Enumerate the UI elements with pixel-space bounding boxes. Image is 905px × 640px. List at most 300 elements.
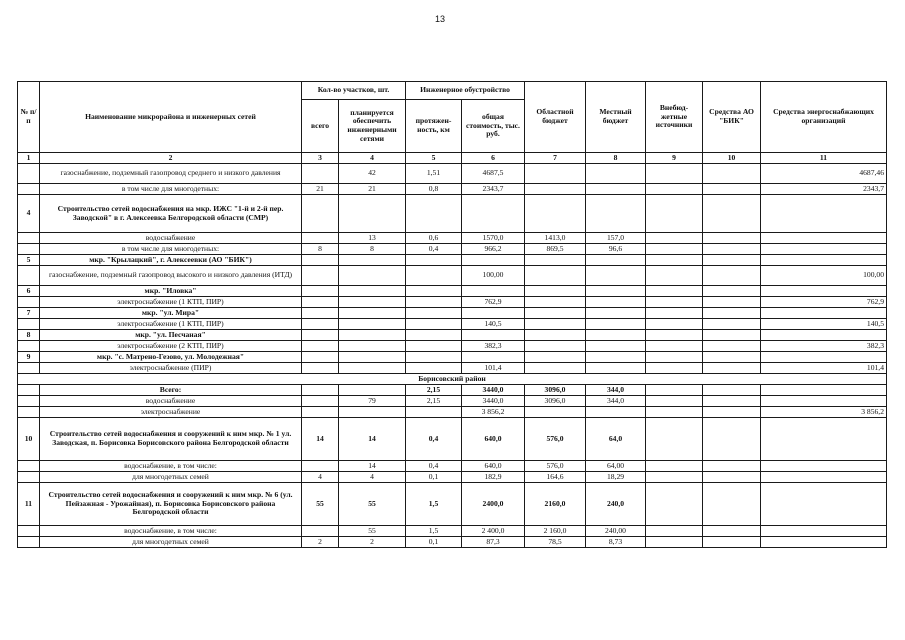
bik-funds bbox=[703, 341, 761, 352]
regional-budget: 869,5 bbox=[525, 244, 586, 255]
regional-budget bbox=[525, 363, 586, 374]
plots-total: 2 bbox=[302, 537, 339, 548]
column-number: 1 bbox=[18, 153, 40, 164]
row-number: 9 bbox=[18, 352, 40, 363]
section-title: Борисовский район bbox=[18, 374, 887, 385]
table-row bbox=[18, 195, 887, 233]
length-km bbox=[406, 319, 462, 330]
total-cost: 640,0 bbox=[462, 461, 525, 472]
length-km bbox=[406, 255, 462, 266]
length-km: 2,15 bbox=[406, 385, 462, 396]
plots-planned bbox=[339, 363, 406, 374]
plots-total: 21 bbox=[302, 184, 339, 195]
length-km: 0,4 bbox=[406, 418, 462, 461]
row-name: в том числе для многодетных: bbox=[40, 184, 302, 195]
regional-budget bbox=[525, 164, 586, 184]
energy-funds bbox=[761, 255, 887, 266]
bik-funds bbox=[703, 407, 761, 418]
regional-budget: 2160,0 bbox=[525, 483, 586, 526]
bik-funds bbox=[703, 483, 761, 526]
row-name: для многодетных семей bbox=[40, 472, 302, 483]
table-row bbox=[18, 255, 887, 266]
page-number: 13 bbox=[434, 14, 445, 24]
table-row bbox=[18, 184, 887, 195]
header-local: Местный бюджет bbox=[586, 82, 646, 153]
table-row bbox=[18, 363, 887, 374]
total-cost bbox=[462, 255, 525, 266]
offbudget-sources bbox=[646, 461, 703, 472]
regional-budget bbox=[525, 255, 586, 266]
row-number: 11 bbox=[18, 483, 40, 526]
row-name: в том числе для многодетных: bbox=[40, 244, 302, 255]
energy-funds: 762,9 bbox=[761, 297, 887, 308]
row-number bbox=[18, 363, 40, 374]
row-number bbox=[18, 341, 40, 352]
bik-funds bbox=[703, 418, 761, 461]
plots-planned bbox=[339, 407, 406, 418]
header-engineering-group: Инженерное обустройство bbox=[406, 82, 525, 100]
plots-total bbox=[302, 164, 339, 184]
regional-budget bbox=[525, 266, 586, 286]
row-number bbox=[18, 385, 40, 396]
energy-funds bbox=[761, 396, 887, 407]
plots-planned bbox=[339, 385, 406, 396]
row-number bbox=[18, 266, 40, 286]
row-name: водоснабжение bbox=[40, 396, 302, 407]
total-cost: 87,3 bbox=[462, 537, 525, 548]
total-cost: 382,3 bbox=[462, 341, 525, 352]
table-row bbox=[18, 396, 887, 407]
column-number-row bbox=[18, 153, 887, 164]
row-name: электроснабжение (1 КТП, ПИР) bbox=[40, 319, 302, 330]
regional-budget bbox=[525, 407, 586, 418]
row-number bbox=[18, 396, 40, 407]
total-cost: 3440,0 bbox=[462, 396, 525, 407]
total-cost bbox=[462, 308, 525, 319]
plots-planned: 2 bbox=[339, 537, 406, 548]
plots-planned bbox=[339, 195, 406, 233]
plots-total bbox=[302, 396, 339, 407]
length-km bbox=[406, 286, 462, 297]
row-number bbox=[18, 184, 40, 195]
offbudget-sources bbox=[646, 483, 703, 526]
length-km: 1,5 bbox=[406, 483, 462, 526]
length-km: 1,5 bbox=[406, 526, 462, 537]
table-row bbox=[18, 341, 887, 352]
plots-total: 55 bbox=[302, 483, 339, 526]
plots-total: 4 bbox=[302, 472, 339, 483]
plots-total bbox=[302, 341, 339, 352]
header-num: № п/п bbox=[18, 82, 40, 153]
offbudget-sources bbox=[646, 407, 703, 418]
row-number: 4 bbox=[18, 195, 40, 233]
plots-total bbox=[302, 286, 339, 297]
regional-budget: 576,0 bbox=[525, 461, 586, 472]
plots-total bbox=[302, 407, 339, 418]
table-row bbox=[18, 472, 887, 483]
energy-funds bbox=[761, 385, 887, 396]
total-cost: 2 400,0 bbox=[462, 526, 525, 537]
total-cost bbox=[462, 195, 525, 233]
local-budget bbox=[586, 352, 646, 363]
energy-funds bbox=[761, 244, 887, 255]
plots-total bbox=[302, 255, 339, 266]
regional-budget bbox=[525, 308, 586, 319]
row-number: 10 bbox=[18, 418, 40, 461]
local-budget bbox=[586, 363, 646, 374]
total-cost: 3 856,2 bbox=[462, 407, 525, 418]
bik-funds bbox=[703, 164, 761, 184]
total-cost: 762,9 bbox=[462, 297, 525, 308]
plots-planned: 14 bbox=[339, 461, 406, 472]
total-cost bbox=[462, 286, 525, 297]
row-name: Строительство сетей водоснабжения и сооружений к ним мкр. № 6 (ул. Пейзажная - Урожайная), п. Борисовка Борисовского района Белгородской области bbox=[40, 483, 302, 526]
regional-budget bbox=[525, 195, 586, 233]
bik-funds bbox=[703, 385, 761, 396]
plots-planned bbox=[339, 286, 406, 297]
row-number: 7 bbox=[18, 308, 40, 319]
energy-funds: 2343,7 bbox=[761, 184, 887, 195]
column-number: 10 bbox=[703, 153, 761, 164]
regional-budget: 3096,0 bbox=[525, 396, 586, 407]
regional-budget: 78,5 bbox=[525, 537, 586, 548]
energy-funds bbox=[761, 483, 887, 526]
header-length: протяжен-ность, км bbox=[406, 100, 462, 153]
table-row bbox=[18, 244, 887, 255]
local-budget: 240,0 bbox=[586, 483, 646, 526]
length-km bbox=[406, 297, 462, 308]
offbudget-sources bbox=[646, 308, 703, 319]
table-row bbox=[18, 526, 887, 537]
local-budget bbox=[586, 286, 646, 297]
local-budget bbox=[586, 308, 646, 319]
offbudget-sources bbox=[646, 363, 703, 374]
total-cost: 4687,5 bbox=[462, 164, 525, 184]
header-plots-group: Кол-во участков, шт. bbox=[302, 82, 406, 100]
bik-funds bbox=[703, 396, 761, 407]
length-km bbox=[406, 195, 462, 233]
offbudget-sources bbox=[646, 244, 703, 255]
offbudget-sources bbox=[646, 255, 703, 266]
total-cost: 2400,0 bbox=[462, 483, 525, 526]
regional-budget bbox=[525, 184, 586, 195]
bik-funds bbox=[703, 286, 761, 297]
energy-funds bbox=[761, 461, 887, 472]
column-number: 9 bbox=[646, 153, 703, 164]
regional-budget bbox=[525, 341, 586, 352]
local-budget bbox=[586, 266, 646, 286]
local-budget: 240,00 bbox=[586, 526, 646, 537]
bik-funds bbox=[703, 244, 761, 255]
local-budget bbox=[586, 407, 646, 418]
row-name: Всего: bbox=[40, 385, 302, 396]
regional-budget: 2 160,0 bbox=[525, 526, 586, 537]
local-budget bbox=[586, 195, 646, 233]
header-planned: планируется обеспечить инженерными сетями bbox=[339, 100, 406, 153]
length-km bbox=[406, 363, 462, 374]
header-total: всего bbox=[302, 100, 339, 153]
total-cost bbox=[462, 330, 525, 341]
table-row bbox=[18, 407, 887, 418]
plots-total bbox=[302, 330, 339, 341]
row-name: Строительство сетей водоснабжения и сооружений к ним мкр. № 1 ул. Заводская, п. Борисовка Борисовского района Белгородской области bbox=[40, 418, 302, 461]
local-budget: 157,0 bbox=[586, 233, 646, 244]
plots-planned bbox=[339, 266, 406, 286]
offbudget-sources bbox=[646, 233, 703, 244]
total-cost: 2343,7 bbox=[462, 184, 525, 195]
table-row bbox=[18, 164, 887, 184]
bik-funds bbox=[703, 319, 761, 330]
row-name: водоснабжение bbox=[40, 233, 302, 244]
table-row bbox=[18, 330, 887, 341]
plots-planned: 4 bbox=[339, 472, 406, 483]
plots-total bbox=[302, 266, 339, 286]
table-row bbox=[18, 483, 887, 526]
plots-planned bbox=[339, 319, 406, 330]
bik-funds bbox=[703, 233, 761, 244]
column-number: 4 bbox=[339, 153, 406, 164]
column-number: 2 bbox=[40, 153, 302, 164]
bik-funds bbox=[703, 266, 761, 286]
plots-total bbox=[302, 233, 339, 244]
length-km bbox=[406, 352, 462, 363]
header-offbudget: Внебюд-жетные источники bbox=[646, 82, 703, 153]
length-km: 0,8 bbox=[406, 184, 462, 195]
length-km: 2,15 bbox=[406, 396, 462, 407]
total-cost: 100,00 bbox=[462, 266, 525, 286]
length-km: 0,4 bbox=[406, 244, 462, 255]
plots-total: 14 bbox=[302, 418, 339, 461]
offbudget-sources bbox=[646, 319, 703, 330]
energy-funds bbox=[761, 233, 887, 244]
local-budget bbox=[586, 341, 646, 352]
local-budget: 344,0 bbox=[586, 385, 646, 396]
local-budget: 64,0 bbox=[586, 418, 646, 461]
bik-funds bbox=[703, 330, 761, 341]
regional-budget: 164,6 bbox=[525, 472, 586, 483]
total-cost: 140,5 bbox=[462, 319, 525, 330]
table-row bbox=[18, 286, 887, 297]
table-row bbox=[18, 352, 887, 363]
bik-funds bbox=[703, 195, 761, 233]
local-budget bbox=[586, 164, 646, 184]
local-budget: 18,29 bbox=[586, 472, 646, 483]
energy-funds bbox=[761, 526, 887, 537]
table-row bbox=[18, 537, 887, 548]
plots-planned bbox=[339, 341, 406, 352]
regional-budget bbox=[525, 319, 586, 330]
energy-funds bbox=[761, 537, 887, 548]
offbudget-sources bbox=[646, 385, 703, 396]
length-km: 0,1 bbox=[406, 472, 462, 483]
length-km: 0,1 bbox=[406, 537, 462, 548]
plots-planned bbox=[339, 308, 406, 319]
plots-total bbox=[302, 195, 339, 233]
offbudget-sources bbox=[646, 396, 703, 407]
section-row bbox=[18, 374, 887, 385]
regional-budget: 3096,0 bbox=[525, 385, 586, 396]
energy-funds: 3 856,2 bbox=[761, 407, 887, 418]
length-km bbox=[406, 330, 462, 341]
bik-funds bbox=[703, 352, 761, 363]
length-km bbox=[406, 308, 462, 319]
financing-table bbox=[17, 81, 887, 548]
row-name: мкр. "Крылацкий", г. Алексеевки (АО "БИК") bbox=[40, 255, 302, 266]
local-budget bbox=[586, 319, 646, 330]
row-name: мкр. "Иловка" bbox=[40, 286, 302, 297]
bik-funds bbox=[703, 363, 761, 374]
header-regional: Областной бюджет bbox=[525, 82, 586, 153]
length-km: 0,4 bbox=[406, 461, 462, 472]
regional-budget bbox=[525, 352, 586, 363]
plots-planned bbox=[339, 255, 406, 266]
table-row bbox=[18, 418, 887, 461]
table-row bbox=[18, 297, 887, 308]
regional-budget bbox=[525, 330, 586, 341]
local-budget bbox=[586, 330, 646, 341]
row-number bbox=[18, 233, 40, 244]
plots-planned bbox=[339, 352, 406, 363]
plots-total bbox=[302, 461, 339, 472]
header-name: Наименование микрорайона и инженерных сетей bbox=[40, 82, 302, 153]
column-number: 7 bbox=[525, 153, 586, 164]
offbudget-sources bbox=[646, 286, 703, 297]
energy-funds bbox=[761, 472, 887, 483]
row-name: электроснабжение (ПИР) bbox=[40, 363, 302, 374]
plots-total bbox=[302, 297, 339, 308]
offbudget-sources bbox=[646, 472, 703, 483]
plots-total bbox=[302, 526, 339, 537]
bik-funds bbox=[703, 255, 761, 266]
offbudget-sources bbox=[646, 297, 703, 308]
row-name: газоснабжение, подземный газопровод среднего и низкого давления bbox=[40, 164, 302, 184]
offbudget-sources bbox=[646, 352, 703, 363]
plots-planned: 55 bbox=[339, 526, 406, 537]
length-km bbox=[406, 266, 462, 286]
column-number: 3 bbox=[302, 153, 339, 164]
row-number bbox=[18, 472, 40, 483]
plots-total bbox=[302, 308, 339, 319]
length-km: 1,51 bbox=[406, 164, 462, 184]
table-row bbox=[18, 461, 887, 472]
row-name: мкр. "ул. Мира" bbox=[40, 308, 302, 319]
offbudget-sources bbox=[646, 266, 703, 286]
bik-funds bbox=[703, 461, 761, 472]
offbudget-sources bbox=[646, 195, 703, 233]
table-row bbox=[18, 266, 887, 286]
total-cost bbox=[462, 352, 525, 363]
row-number bbox=[18, 319, 40, 330]
row-name: для многодетных семей bbox=[40, 537, 302, 548]
row-number bbox=[18, 461, 40, 472]
row-number bbox=[18, 526, 40, 537]
plots-total bbox=[302, 363, 339, 374]
bik-funds bbox=[703, 526, 761, 537]
plots-total bbox=[302, 352, 339, 363]
plots-planned: 21 bbox=[339, 184, 406, 195]
row-number bbox=[18, 407, 40, 418]
energy-funds bbox=[761, 286, 887, 297]
energy-funds bbox=[761, 195, 887, 233]
length-km: 0,6 bbox=[406, 233, 462, 244]
local-budget bbox=[586, 297, 646, 308]
row-name: водоснабжение, в том числе: bbox=[40, 526, 302, 537]
length-km bbox=[406, 407, 462, 418]
energy-funds: 101,4 bbox=[761, 363, 887, 374]
column-number: 5 bbox=[406, 153, 462, 164]
total-cost: 182,9 bbox=[462, 472, 525, 483]
regional-budget bbox=[525, 297, 586, 308]
row-number: 5 bbox=[18, 255, 40, 266]
column-number: 8 bbox=[586, 153, 646, 164]
row-number bbox=[18, 164, 40, 184]
header-cost: общая стоимость, тыс. руб. bbox=[462, 100, 525, 153]
column-number: 11 bbox=[761, 153, 887, 164]
bik-funds bbox=[703, 308, 761, 319]
length-km bbox=[406, 341, 462, 352]
total-cost: 1570,0 bbox=[462, 233, 525, 244]
row-number: 8 bbox=[18, 330, 40, 341]
plots-planned: 8 bbox=[339, 244, 406, 255]
local-budget: 96,6 bbox=[586, 244, 646, 255]
local-budget bbox=[586, 184, 646, 195]
energy-funds bbox=[761, 308, 887, 319]
total-cost: 101,4 bbox=[462, 363, 525, 374]
total-cost: 640,0 bbox=[462, 418, 525, 461]
offbudget-sources bbox=[646, 184, 703, 195]
row-number bbox=[18, 244, 40, 255]
regional-budget: 1413,0 bbox=[525, 233, 586, 244]
energy-funds: 140,5 bbox=[761, 319, 887, 330]
local-budget bbox=[586, 255, 646, 266]
offbudget-sources bbox=[646, 330, 703, 341]
plots-total: 8 bbox=[302, 244, 339, 255]
regional-budget: 576,0 bbox=[525, 418, 586, 461]
energy-funds bbox=[761, 418, 887, 461]
row-name: электроснабжение (2 КТП, ПИР) bbox=[40, 341, 302, 352]
table-row bbox=[18, 319, 887, 330]
plots-planned: 79 bbox=[339, 396, 406, 407]
offbudget-sources bbox=[646, 537, 703, 548]
table-row bbox=[18, 233, 887, 244]
plots-total bbox=[302, 319, 339, 330]
row-name: газоснабжение, подземный газопровод высокого и низкого давления (ИТД) bbox=[40, 266, 302, 286]
plots-planned: 13 bbox=[339, 233, 406, 244]
row-name: Строительство сетей водоснабжения на мкр. ИЖС "1-й и 2-й пер. Заводской" в г. Алексеевка Белгородской области (СМР) bbox=[40, 195, 302, 233]
row-name: водоснабжение, в том числе: bbox=[40, 461, 302, 472]
row-number: 6 bbox=[18, 286, 40, 297]
offbudget-sources bbox=[646, 341, 703, 352]
header-energy: Средства энергоснабжающих организаций bbox=[761, 82, 887, 153]
bik-funds bbox=[703, 297, 761, 308]
plots-planned bbox=[339, 330, 406, 341]
column-number: 6 bbox=[462, 153, 525, 164]
offbudget-sources bbox=[646, 526, 703, 537]
plots-planned: 42 bbox=[339, 164, 406, 184]
plots-total bbox=[302, 385, 339, 396]
regional-budget bbox=[525, 286, 586, 297]
row-name: электроснабжение bbox=[40, 407, 302, 418]
table-row bbox=[18, 385, 887, 396]
bik-funds bbox=[703, 537, 761, 548]
row-number bbox=[18, 537, 40, 548]
row-name: мкр. "ул. Песчаная" bbox=[40, 330, 302, 341]
local-budget: 8,73 bbox=[586, 537, 646, 548]
row-number bbox=[18, 297, 40, 308]
energy-funds: 382,3 bbox=[761, 341, 887, 352]
plots-planned: 14 bbox=[339, 418, 406, 461]
row-name: электроснабжение (1 КТП, ПИР) bbox=[40, 297, 302, 308]
